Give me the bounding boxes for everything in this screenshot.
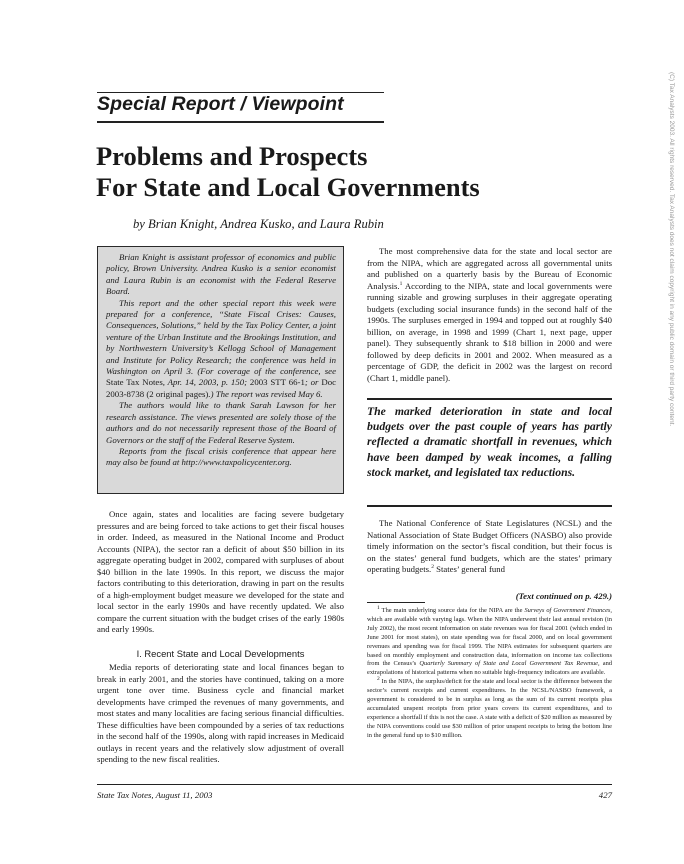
acknowledgements: The authors would like to thank Sarah Lawson for her research assistance. The views presented are solely those of the authors and do not necessarily represent those of the Board of Governors or the staff of the Federal Reserve System.: [106, 400, 336, 445]
pull-quote-bottom-rule: [367, 505, 612, 507]
footer-publication: State Tax Notes, August 11, 2003: [97, 790, 213, 800]
reports-link-note: Reports from the fiscal crisis conference that appear here may also be found at http://www.taxpolicycenter.org.: [106, 445, 336, 468]
intro-paragraph: Once again, states and localities are facing severe budgetary pressures and are being forced to take actions to get their fiscal houses in order. Indeed, as measured in the National Income and Product Accounts (NIPA), the sector ran a deficit of about $50 billion in its aggregate operating budget in 2002, compared with surpluses of about $40 billion in the late 1990s. In this report, we discuss the major factors contributing to this deterioration, drawing in part on the results of a high-employment budget measure we developed for the state and local sector in the early 1990s and have recently updated. We also compare the current situation with the budget crises of the early 1980s and early 1990s.: [97, 509, 344, 634]
citation-doc: Doc 2003-8738 (2 original pages): [106, 377, 336, 399]
footnote-ref-2: 2: [431, 564, 434, 571]
article-title: [96, 141, 596, 203]
citation-stt: 2003 STT 66-1: [249, 377, 305, 388]
citation-state-tax-notes: State Tax Notes: [106, 377, 163, 388]
footnote-2: $^2$ In the NIPA, the surplus/deficit for the state and local sector is the difference between the sector’s current receipts and current expenditures. In the NCSL/NASBO framework, a government is considered to be in surplus as long as the sum of its current receipts plus accumulated unspent receipts from prior years covers its current expenditures, and to experience a shortfall if this is not the case. A state with a deficit of $20 million as measured by the NIPA conventions could use $30 million of prior unspent receipts to bring the bottom line in the general fund up to $10 million.: [367, 676, 612, 739]
author-bio: Brian Knight is assistant professor of economics and public policy, Brown University. Andrea Kusko is a senior economist and Laura Rubin is an economist with the Federal Reserve Board.: [106, 252, 336, 297]
section-heading: I. Recent State and Local Developments: [136, 647, 305, 659]
nipa-paragraph: The most comprehensive data for the state and local sector are from the NIPA, which are aggregated across all governmental units and published on a quarterly basis by the Bureau of Economic Analysis.$^1$ According to the NIPA, state and local governments were running sizable and growing surpluses in their aggregate operating budgets (excluding social insurance funds) in the second half of the 1990s. The surpluses emerged in 1994 and topped out at roughly $40 billion, on average, in 1998 and 1999 (Chart 1, next page, upper panel). They subsequently shrank to $18 billion in 2000 and were followed by deep deficits in 2001 and 2002. When measured as a percentage of GDP, the deficit in 2002 was the largest on record (Chart 1, middle panel).: [367, 246, 612, 383]
left-column: [97, 509, 344, 766]
ncsl-paragraph: The National Conference of State Legislatures (NCSL) and the National Association of State Budget Officers (NASBO) also provide timely information on the sector’s fiscal condition, but their focus is on the states’ general fund budgets, which are the states’ primary operating budgets.$^2$ States’ general fund: [367, 518, 612, 574]
byline: by Brian Knight, Andrea Kusko, and Laura Rubin: [133, 217, 384, 231]
footnote-ref-1: 1: [399, 280, 403, 287]
author-info-box: [97, 246, 344, 494]
page-number: 427: [598, 790, 612, 800]
pull-quote: The marked deterioration in state and local budgets over the past couple of years has partly reflected a dramatic shortfall in revenues, which have been damped by weak incomes, a falling stock market, and legislated tax reductions.: [367, 405, 612, 479]
title-line-1: Problems and Prospects: [96, 141, 368, 171]
footnote-rule: [367, 602, 425, 603]
section-label: Special Report / Viewpoint: [97, 93, 344, 115]
footnote-1: $^1$ The main underlying source data for the NIPA are the Surveys of Government Finances, which are available with varying lags. When the NIPA underwent their last annual revision (in July 2002), the most recent information on state revenues was for fiscal 2001 (which ended in June 2001 for most states), on state spending was for fiscal 2000, and on local government revenues and spending was for fiscal 1999. The NIPA estimates for subsequent quarters are based on monthly employment and construction data, information on income tax collections from the Census’s Quarterly Summary of State and Local Government Tax Revenue, and extrapolations of historical patterns when no suitable high-frequency indicators are available.: [367, 604, 613, 677]
conference-note: This report and the other special report this week were prepared for a conference, “State Fiscal Crises: Causes, Consequences, Solutions,” held by the Tax Policy Center, a joint venture of the Urban Institute and the Brookings Institution, and by Northwestern University’s Kellogg School of Management and Institute for Policy Research; the conference was held in Washington on April 3. (For coverage of the conference, see State Tax Notes, Apr. 14, 2003, p. 150; 2003 STT 66-1; or Doc 2003-8738 (2 original pages).) The report was revised May 6.: [106, 297, 336, 399]
continued-note: (Text continued on p. 429.): [515, 591, 612, 601]
header-bottom-rule: [97, 121, 384, 123]
right-column-bottom: [367, 518, 612, 576]
footer-rule: [97, 784, 612, 785]
pull-quote-top-rule: [367, 398, 612, 400]
copyright-margin-note: (C) Tax Analysts 2003. All rights reserved. Tax Analysts does not claim copyright in any public domain or third party content.: [668, 72, 675, 427]
footnotes: [367, 604, 613, 741]
section-paragraph: Media reports of deteriorating state and local finances began to break in early 2001, and the stories have continued, taking on a more urgent tone over time. Business cycle and financial market developments have crimped the revenues of many governments, and most states and many localities are facing serious financial difficulties. These difficulties have been compounded by a series of tax reductions in the second half of the 1990s, along with rapid increases in Medicaid outlays in recent years and the relatively slow adjustment of overall spending to the new fiscal realities.: [97, 662, 344, 764]
right-column-top: [367, 246, 612, 384]
title-line-2: For State and Local Governments: [96, 172, 480, 202]
